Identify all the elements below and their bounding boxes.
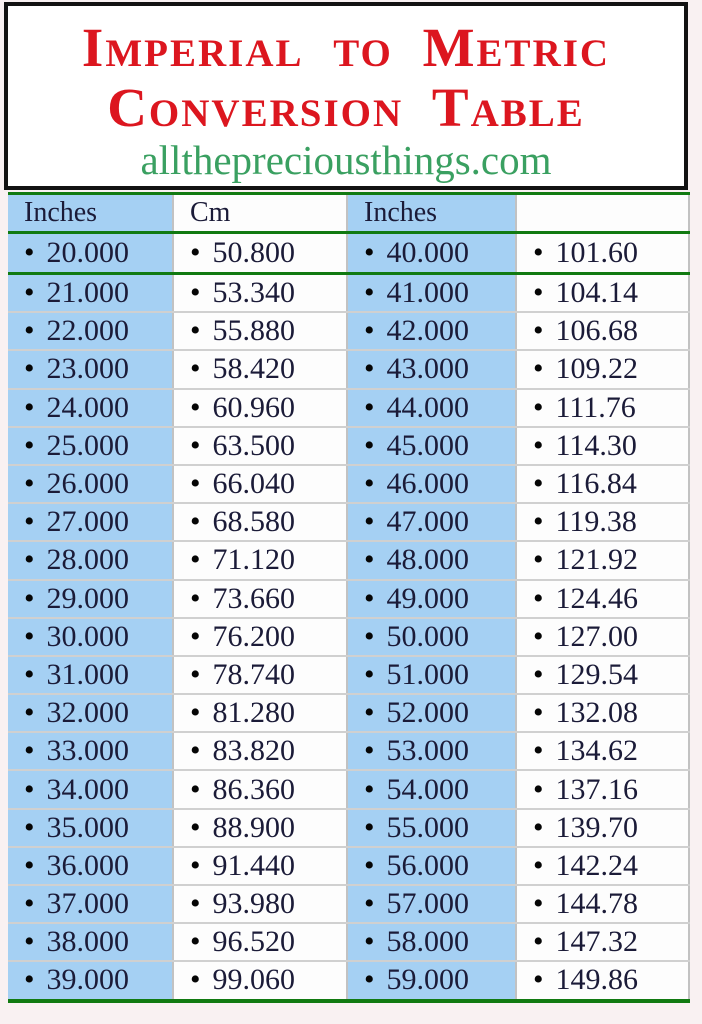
cell-value: 55.880	[212, 314, 296, 348]
bullet-icon: •	[24, 925, 35, 959]
bullet-icon: •	[24, 543, 35, 577]
cm-left-cell	[172, 542, 348, 578]
cell-value: 41.000	[386, 276, 470, 310]
bullet-icon: •	[364, 236, 375, 269]
table-header-row	[8, 192, 690, 234]
cm-right-cell	[515, 351, 690, 387]
cell-value: 91.440	[212, 848, 296, 882]
bullet-icon: •	[24, 352, 35, 386]
bullet-icon: •	[190, 236, 201, 269]
cell-value: 23.000	[46, 352, 130, 386]
inches-right-cell	[348, 581, 515, 617]
cm-left-cell	[172, 733, 348, 769]
inches-left-cell	[8, 313, 172, 349]
column-header-cm-left: Cm	[172, 195, 348, 231]
inches-left-cell	[8, 275, 172, 311]
bullet-icon: •	[364, 352, 375, 386]
inches-right-cell	[348, 234, 515, 272]
cell-value: 71.120	[212, 543, 296, 577]
bullet-icon: •	[24, 314, 35, 348]
cell-value: 24.000	[46, 390, 130, 424]
bullet-icon: •	[24, 810, 35, 844]
inches-right-cell	[348, 810, 515, 846]
cell-value: 119.38	[555, 505, 637, 539]
bullet-icon: •	[24, 848, 35, 882]
inches-left-cell	[8, 619, 172, 655]
inches-right-cell	[348, 733, 515, 769]
cm-right-cell	[515, 234, 690, 272]
bullet-icon: •	[364, 467, 375, 501]
column-header-inches-left: Inches	[8, 195, 172, 231]
bullet-icon: •	[533, 276, 544, 310]
cell-value: 50.800	[212, 236, 296, 269]
cell-value: 96.520	[212, 925, 296, 959]
cell-value: 124.46	[555, 581, 639, 615]
table-row	[8, 960, 690, 998]
cm-left-cell	[172, 886, 348, 922]
cell-value: 60.960	[212, 390, 296, 424]
inches-right-cell	[348, 542, 515, 578]
cm-right-cell	[515, 924, 690, 960]
bullet-icon: •	[190, 581, 201, 615]
table-row	[8, 234, 690, 275]
cell-value: 147.32	[555, 925, 639, 959]
table-row	[8, 922, 690, 960]
inches-right-cell	[348, 275, 515, 311]
bullet-icon: •	[190, 467, 201, 501]
bullet-icon: •	[190, 887, 201, 921]
inches-left-cell	[8, 542, 172, 578]
header-box	[4, 2, 688, 190]
inches-right-cell	[348, 390, 515, 426]
cell-value: 106.68	[555, 314, 639, 348]
bullet-icon: •	[190, 428, 201, 462]
cell-value: 55.000	[386, 810, 470, 844]
cell-value: 54.000	[386, 772, 470, 806]
cm-right-cell	[515, 733, 690, 769]
bullet-icon: •	[364, 925, 375, 959]
bullet-icon: •	[364, 619, 375, 653]
cell-value: 86.360	[212, 772, 296, 806]
table-row	[8, 846, 690, 884]
inches-right-cell	[348, 466, 515, 502]
cell-value: 44.000	[386, 390, 470, 424]
inches-left-cell	[8, 234, 172, 272]
column-header-cm-right	[515, 195, 690, 231]
bullet-icon: •	[24, 963, 35, 997]
cell-value: 45.000	[386, 428, 470, 462]
inches-right-cell	[348, 886, 515, 922]
bullet-icon: •	[24, 390, 35, 424]
table-row	[8, 464, 690, 502]
inches-right-cell	[348, 428, 515, 464]
bullet-icon: •	[24, 505, 35, 539]
cell-value: 57.000	[386, 887, 470, 921]
cm-right-cell	[515, 695, 690, 731]
bullet-icon: •	[533, 543, 544, 577]
bullet-icon: •	[533, 887, 544, 921]
bullet-icon: •	[364, 543, 375, 577]
inches-right-cell	[348, 962, 515, 998]
cell-value: 28.000	[46, 543, 130, 577]
cell-value: 134.62	[555, 734, 639, 768]
table-row	[8, 311, 690, 349]
bullet-icon: •	[364, 772, 375, 806]
cell-value: 20.000	[46, 236, 130, 269]
bullet-icon: •	[190, 390, 201, 424]
table-row	[8, 502, 690, 540]
cell-value: 111.76	[555, 390, 636, 424]
table-row	[8, 579, 690, 617]
cell-value: 50.000	[386, 619, 470, 653]
website-url: allthepreciousthings.com	[140, 137, 552, 183]
cell-value: 99.060	[212, 963, 296, 997]
cell-value: 34.000	[46, 772, 130, 806]
cell-value: 132.08	[555, 696, 639, 730]
cell-value: 47.000	[386, 505, 470, 539]
bullet-icon: •	[190, 696, 201, 730]
bullet-icon: •	[533, 734, 544, 768]
cell-value: 88.900	[212, 810, 296, 844]
bullet-icon: •	[533, 314, 544, 348]
cell-value: 83.820	[212, 734, 296, 768]
bullet-icon: •	[364, 963, 375, 997]
bullet-icon: •	[533, 236, 544, 269]
cell-value: 35.000	[46, 810, 130, 844]
cell-value: 58.000	[386, 925, 470, 959]
inches-left-cell	[8, 504, 172, 540]
cm-left-cell	[172, 581, 348, 617]
bullet-icon: •	[190, 276, 201, 310]
table-row	[8, 388, 690, 426]
inches-left-cell	[8, 886, 172, 922]
conversion-table	[8, 192, 690, 1003]
inches-right-cell	[348, 771, 515, 807]
table-row	[8, 426, 690, 464]
cell-value: 32.000	[46, 696, 130, 730]
cell-value: 51.000	[386, 657, 470, 691]
bullet-icon: •	[190, 734, 201, 768]
inches-left-cell	[8, 428, 172, 464]
cell-value: 109.22	[555, 352, 639, 386]
cell-value: 26.000	[46, 467, 130, 501]
inches-left-cell	[8, 657, 172, 693]
cell-value: 21.000	[46, 276, 130, 310]
cell-value: 53.340	[212, 276, 296, 310]
cell-value: 129.54	[555, 657, 639, 691]
bullet-icon: •	[364, 810, 375, 844]
cell-value: 52.000	[386, 696, 470, 730]
cell-value: 29.000	[46, 581, 130, 615]
cell-value: 121.92	[555, 543, 639, 577]
bullet-icon: •	[533, 390, 544, 424]
cm-right-cell	[515, 466, 690, 502]
table-row	[8, 769, 690, 807]
bullet-icon: •	[24, 734, 35, 768]
bullet-icon: •	[533, 505, 544, 539]
bullet-icon: •	[190, 657, 201, 691]
cell-value: 114.30	[555, 428, 637, 462]
table-row	[8, 731, 690, 769]
cm-left-cell	[172, 390, 348, 426]
cm-left-cell	[172, 619, 348, 655]
bullet-icon: •	[533, 657, 544, 691]
cell-value: 68.580	[212, 505, 296, 539]
cm-right-cell	[515, 771, 690, 807]
bullet-icon: •	[24, 619, 35, 653]
inches-right-cell	[348, 504, 515, 540]
table-body	[8, 234, 690, 1003]
table-row	[8, 693, 690, 731]
cm-right-cell	[515, 428, 690, 464]
bullet-icon: •	[364, 581, 375, 615]
inches-right-cell	[348, 657, 515, 693]
cell-value: 31.000	[46, 657, 130, 691]
bullet-icon: •	[190, 314, 201, 348]
bullet-icon: •	[190, 619, 201, 653]
cell-value: 56.000	[386, 848, 470, 882]
bullet-icon: •	[190, 352, 201, 386]
cell-value: 81.280	[212, 696, 296, 730]
inches-left-cell	[8, 390, 172, 426]
cm-left-cell	[172, 313, 348, 349]
cm-left-cell	[172, 962, 348, 998]
cm-left-cell	[172, 924, 348, 960]
bullet-icon: •	[190, 848, 201, 882]
bullet-icon: •	[364, 276, 375, 310]
cm-right-cell	[515, 886, 690, 922]
cell-value: 149.86	[555, 963, 639, 997]
table-row	[8, 808, 690, 846]
cm-right-cell	[515, 390, 690, 426]
bullet-icon: •	[533, 848, 544, 882]
bullet-icon: •	[364, 887, 375, 921]
bullet-icon: •	[364, 314, 375, 348]
cm-left-cell	[172, 428, 348, 464]
cell-value: 49.000	[386, 581, 470, 615]
bullet-icon: •	[364, 734, 375, 768]
inches-left-cell	[8, 771, 172, 807]
bullet-icon: •	[190, 963, 201, 997]
cell-value: 137.16	[555, 772, 639, 806]
cell-value: 40.000	[386, 236, 470, 269]
table-row	[8, 275, 690, 311]
bullet-icon: •	[364, 390, 375, 424]
page-title-line-2: Conversion Table	[107, 77, 585, 138]
bullet-icon: •	[190, 772, 201, 806]
bullet-icon: •	[24, 276, 35, 310]
cell-value: 27.000	[46, 505, 130, 539]
cm-right-cell	[515, 275, 690, 311]
inches-left-cell	[8, 733, 172, 769]
cm-right-cell	[515, 542, 690, 578]
inches-left-cell	[8, 810, 172, 846]
cell-value: 59.000	[386, 963, 470, 997]
page-title-line-1: Imperial to Metric	[81, 17, 611, 78]
cm-left-cell	[172, 771, 348, 807]
bullet-icon: •	[24, 581, 35, 615]
bullet-icon: •	[24, 428, 35, 462]
cm-left-cell	[172, 351, 348, 387]
cell-value: 48.000	[386, 543, 470, 577]
cm-left-cell	[172, 504, 348, 540]
cell-value: 58.420	[212, 352, 296, 386]
bullet-icon: •	[533, 810, 544, 844]
inches-right-cell	[348, 924, 515, 960]
table-row	[8, 540, 690, 578]
inches-left-cell	[8, 466, 172, 502]
cell-value: 42.000	[386, 314, 470, 348]
bullet-icon: •	[24, 772, 35, 806]
bullet-icon: •	[24, 657, 35, 691]
bullet-icon: •	[24, 236, 35, 269]
inches-right-cell	[348, 695, 515, 731]
cell-value: 39.000	[46, 963, 130, 997]
cm-right-cell	[515, 810, 690, 846]
inches-left-cell	[8, 848, 172, 884]
bullet-icon: •	[364, 696, 375, 730]
cell-value: 139.70	[555, 810, 639, 844]
inches-right-cell	[348, 351, 515, 387]
cell-value: 78.740	[212, 657, 296, 691]
bullet-icon: •	[533, 963, 544, 997]
inches-left-cell	[8, 924, 172, 960]
bullet-icon: •	[533, 428, 544, 462]
cell-value: 144.78	[555, 887, 639, 921]
bullet-icon: •	[364, 428, 375, 462]
column-header-inches-right: Inches	[348, 195, 515, 231]
cell-value: 116.84	[555, 467, 637, 501]
cell-value: 73.660	[212, 581, 296, 615]
bullet-icon: •	[190, 810, 201, 844]
bullet-icon: •	[190, 543, 201, 577]
cell-value: 63.500	[212, 428, 296, 462]
bullet-icon: •	[533, 352, 544, 386]
cell-value: 53.000	[386, 734, 470, 768]
cm-right-cell	[515, 619, 690, 655]
bullet-icon: •	[533, 925, 544, 959]
inches-right-cell	[348, 848, 515, 884]
bullet-icon: •	[364, 848, 375, 882]
inches-left-cell	[8, 695, 172, 731]
cell-value: 25.000	[46, 428, 130, 462]
cell-value: 37.000	[46, 887, 130, 921]
cm-left-cell	[172, 234, 348, 272]
cell-value: 36.000	[46, 848, 130, 882]
inches-right-cell	[348, 619, 515, 655]
cm-left-cell	[172, 275, 348, 311]
table-row	[8, 617, 690, 655]
cm-left-cell	[172, 848, 348, 884]
cell-value: 76.200	[212, 619, 296, 653]
table-row	[8, 884, 690, 922]
cell-value: 46.000	[386, 467, 470, 501]
inches-left-cell	[8, 581, 172, 617]
bullet-icon: •	[533, 581, 544, 615]
bullet-icon: •	[533, 772, 544, 806]
cm-right-cell	[515, 313, 690, 349]
bullet-icon: •	[533, 467, 544, 501]
cell-value: 93.980	[212, 887, 296, 921]
bullet-icon: •	[24, 887, 35, 921]
cell-value: 33.000	[46, 734, 130, 768]
bullet-icon: •	[190, 505, 201, 539]
bullet-icon: •	[364, 657, 375, 691]
cell-value: 66.040	[212, 467, 296, 501]
cell-value: 127.00	[555, 619, 639, 653]
cell-value: 38.000	[46, 925, 130, 959]
cm-right-cell	[515, 657, 690, 693]
cell-value: 43.000	[386, 352, 470, 386]
bullet-icon: •	[533, 696, 544, 730]
table-row	[8, 349, 690, 387]
cm-right-cell	[515, 848, 690, 884]
bullet-icon: •	[364, 505, 375, 539]
bullet-icon: •	[533, 619, 544, 653]
cell-value: 104.14	[555, 276, 639, 310]
table-row	[8, 655, 690, 693]
cell-value: 22.000	[46, 314, 130, 348]
cm-left-cell	[172, 466, 348, 502]
cell-value: 142.24	[555, 848, 639, 882]
bullet-icon: •	[190, 925, 201, 959]
cm-right-cell	[515, 581, 690, 617]
bullet-icon: •	[24, 467, 35, 501]
cm-left-cell	[172, 695, 348, 731]
inches-left-cell	[8, 351, 172, 387]
cell-value: 30.000	[46, 619, 130, 653]
cm-left-cell	[172, 810, 348, 846]
bullet-icon: •	[24, 696, 35, 730]
inches-left-cell	[8, 962, 172, 998]
cm-right-cell	[515, 504, 690, 540]
inches-right-cell	[348, 313, 515, 349]
cell-value: 101.60	[555, 236, 639, 269]
cm-right-cell	[515, 962, 690, 998]
cm-left-cell	[172, 657, 348, 693]
